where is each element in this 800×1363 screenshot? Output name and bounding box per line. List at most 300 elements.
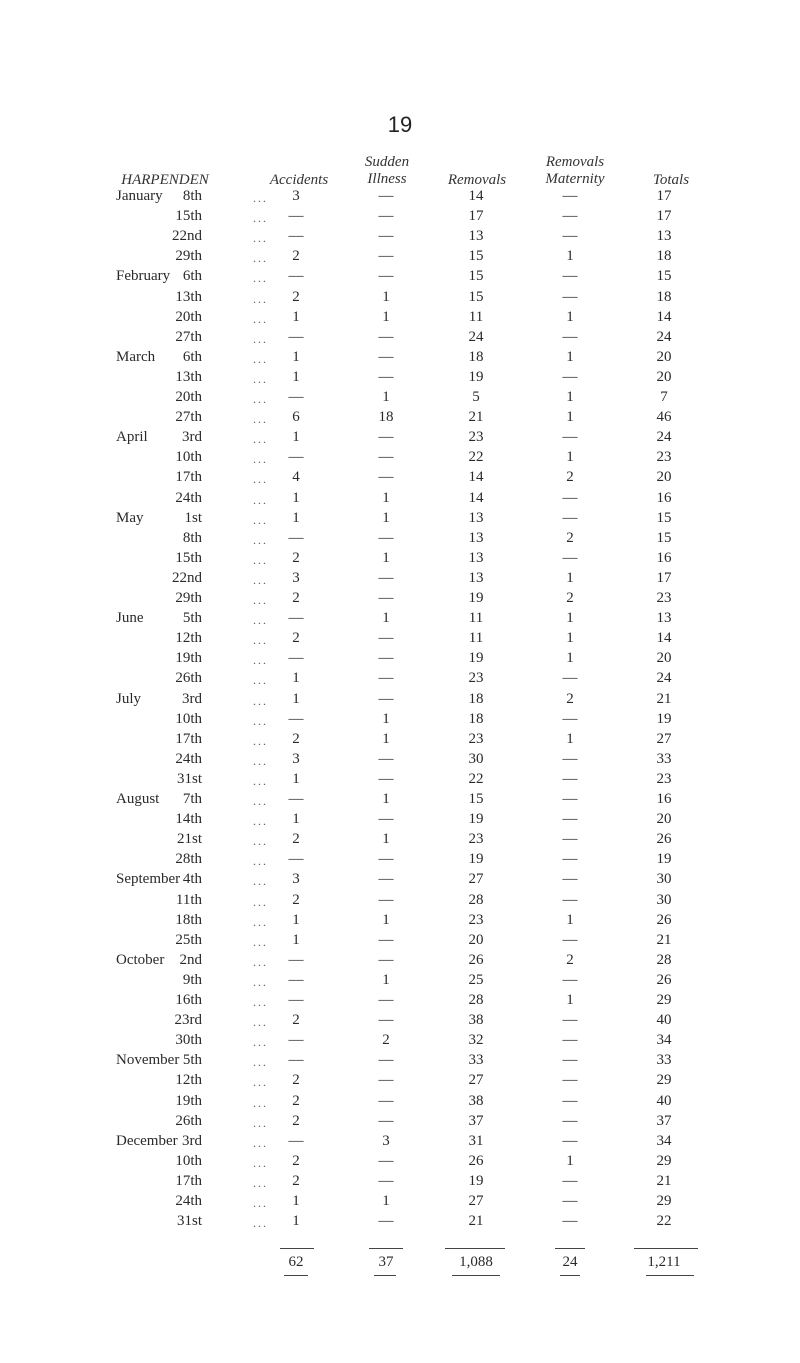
cell-totals: 17 [656,188,672,204]
cell-sudden-illness: — [378,892,394,908]
cell-maternity: — [562,1193,578,1209]
cell-sudden-illness: — [378,871,394,887]
row-leader-dots: ... [253,814,268,828]
cell-maternity: — [562,871,578,887]
row-leader-dots: ... [253,432,268,446]
cell-accidents: 2 [292,1093,300,1109]
cell-accidents: 4 [292,469,300,485]
cell-totals: 29 [656,1153,672,1169]
cell-removals: 22 [468,771,484,787]
cell-maternity: 2 [566,952,574,968]
cell-removals: 23 [468,831,484,847]
row-leader-dots: ... [253,231,268,245]
row-leader-dots: ... [253,714,268,728]
total-maternity: 24 [562,1254,578,1270]
cell-maternity: — [562,490,578,506]
cell-sudden-illness: 1 [382,289,390,305]
cell-maternity: — [562,791,578,807]
cell-sudden-illness: — [378,268,394,284]
cell-accidents: 1 [292,349,300,365]
row-leader-dots: ... [253,452,268,466]
cell-sudden-illness: — [378,771,394,787]
cell-removals: 37 [468,1113,484,1129]
cell-totals: 21 [656,932,672,948]
cell-maternity: 2 [566,691,574,707]
bottom-rule-removals [452,1275,500,1276]
cell-removals: 19 [468,590,484,606]
cell-removals: 23 [468,731,484,747]
cell-sudden-illness: — [378,630,394,646]
cell-maternity: — [562,329,578,345]
cell-sudden-illness: 1 [382,490,390,506]
cell-totals: 14 [656,630,672,646]
cell-totals: 20 [656,811,672,827]
bottom-rule-maternity [560,1275,580,1276]
cell-totals: 19 [656,851,672,867]
cell-accidents: 1 [292,510,300,526]
cell-removals: 13 [468,530,484,546]
row-leader-dots: ... [253,955,268,969]
cell-totals: 29 [656,1193,672,1209]
cell-totals: 14 [656,309,672,325]
cell-sudden-illness: — [378,570,394,586]
cell-totals: 18 [656,248,672,264]
row-day: 1st [184,510,202,526]
cell-maternity: 1 [566,449,574,465]
totals-rule-sudden [369,1248,403,1249]
cell-totals: 24 [656,329,672,345]
row-day: 17th [175,731,202,747]
cell-totals: 33 [656,1052,672,1068]
cell-sudden-illness: 1 [382,831,390,847]
cell-sudden-illness: — [378,851,394,867]
row-leader-dots: ... [253,1176,268,1190]
cell-totals: 23 [656,449,672,465]
cell-removals: 26 [468,1153,484,1169]
row-day: 20th [175,309,202,325]
cell-removals: 14 [468,469,484,485]
cell-maternity: — [562,1093,578,1109]
cell-maternity: — [562,1173,578,1189]
cell-accidents: — [288,711,304,727]
cell-accidents: — [288,992,304,1008]
row-leader-dots: ... [253,1096,268,1110]
cell-totals: 34 [656,1032,672,1048]
cell-totals: 30 [656,892,672,908]
cell-maternity: 1 [566,630,574,646]
cell-sudden-illness: 1 [382,550,390,566]
cell-totals: 26 [656,972,672,988]
row-day: 26th [175,670,202,686]
cell-accidents: 2 [292,1072,300,1088]
cell-maternity: 1 [566,731,574,747]
cell-totals: 29 [656,1072,672,1088]
row-day: 5th [182,1052,202,1068]
cell-totals: 21 [656,1173,672,1189]
row-leader-dots: ... [253,1075,268,1089]
cell-totals: 26 [656,831,672,847]
cell-totals: 15 [656,268,672,284]
row-day: 13th [175,289,202,305]
cell-accidents: — [288,952,304,968]
cell-totals: 23 [656,590,672,606]
total-removals: 1,088 [459,1254,493,1270]
row-month: December [116,1133,178,1149]
row-leader-dots: ... [253,995,268,1009]
cell-totals: 20 [656,349,672,365]
cell-maternity: — [562,510,578,526]
row-leader-dots: ... [253,412,268,426]
cell-sudden-illness: — [378,1052,394,1068]
cell-sudden-illness: 1 [382,972,390,988]
row-day: 30th [175,1032,202,1048]
cell-accidents: — [288,530,304,546]
cell-accidents: 1 [292,932,300,948]
cell-sudden-illness: 1 [382,912,390,928]
cell-maternity: 1 [566,570,574,586]
row-day: 24th [175,751,202,767]
row-leader-dots: ... [253,312,268,326]
cell-removals: 28 [468,892,484,908]
cell-removals: 13 [468,510,484,526]
row-leader-dots: ... [253,392,268,406]
row-leader-dots: ... [253,553,268,567]
cell-removals: 27 [468,871,484,887]
cell-accidents: — [288,1052,304,1068]
cell-removals: 17 [468,208,484,224]
cell-totals: 33 [656,751,672,767]
cell-maternity: — [562,892,578,908]
header-district: HARPENDEN [121,172,209,188]
row-day: 17th [175,1173,202,1189]
row-day: 14th [175,811,202,827]
cell-removals: 15 [468,289,484,305]
cell-removals: 23 [468,429,484,445]
cell-totals: 16 [656,490,672,506]
cell-removals: 19 [468,851,484,867]
cell-sudden-illness: — [378,349,394,365]
cell-sudden-illness: 18 [378,409,394,425]
row-day: 4th [182,871,202,887]
cell-maternity: — [562,771,578,787]
header-accidents: Accidents [269,172,329,188]
cell-accidents: 3 [292,751,300,767]
cell-accidents: — [288,449,304,465]
cell-totals: 30 [656,871,672,887]
page-number: 19 [387,112,413,137]
cell-removals: 27 [468,1193,484,1209]
cell-accidents: — [288,791,304,807]
cell-accidents: — [288,610,304,626]
cell-maternity: 1 [566,1153,574,1169]
row-day: 3rd [182,429,202,445]
cell-maternity: — [562,972,578,988]
row-leader-dots: ... [253,633,268,647]
row-day: 16th [175,992,202,1008]
row-leader-dots: ... [253,332,268,346]
totals-rule-accidents [280,1248,314,1249]
cell-maternity: — [562,751,578,767]
row-month: October [116,952,165,968]
cell-totals: 46 [656,409,672,425]
cell-sudden-illness: 1 [382,791,390,807]
row-leader-dots: ... [253,573,268,587]
cell-removals: 38 [468,1012,484,1028]
row-leader-dots: ... [253,915,268,929]
row-leader-dots: ... [253,754,268,768]
row-day: 12th [175,1072,202,1088]
cell-accidents: 1 [292,691,300,707]
row-day: 11th [175,892,202,908]
row-month: April [116,429,148,445]
row-leader-dots: ... [253,493,268,507]
cell-totals: 40 [656,1012,672,1028]
row-day: 19th [175,650,202,666]
row-day: 23rd [174,1012,202,1028]
row-leader-dots: ... [253,673,268,687]
cell-sudden-illness: — [378,670,394,686]
cell-removals: 15 [468,791,484,807]
row-day: 8th [182,188,202,204]
row-leader-dots: ... [253,191,268,205]
row-day: 24th [175,490,202,506]
cell-removals: 33 [468,1052,484,1068]
cell-sudden-illness: 1 [382,510,390,526]
cell-maternity: — [562,268,578,284]
cell-removals: 32 [468,1032,484,1048]
row-leader-dots: ... [253,513,268,527]
row-leader-dots: ... [253,593,268,607]
cell-removals: 14 [468,188,484,204]
cell-totals: 27 [656,731,672,747]
cell-maternity: — [562,208,578,224]
cell-sudden-illness: 1 [382,731,390,747]
cell-maternity: — [562,932,578,948]
cell-accidents: 2 [292,1113,300,1129]
cell-accidents: 2 [292,1012,300,1028]
row-leader-dots: ... [253,352,268,366]
cell-sudden-illness: — [378,1153,394,1169]
cell-removals: 14 [468,490,484,506]
row-leader-dots: ... [253,251,268,265]
cell-totals: 15 [656,530,672,546]
cell-totals: 24 [656,670,672,686]
cell-sudden-illness: — [378,208,394,224]
cell-sudden-illness: — [378,811,394,827]
cell-accidents: 3 [292,570,300,586]
row-leader-dots: ... [253,1136,268,1150]
row-leader-dots: ... [253,975,268,989]
row-day: 27th [175,329,202,345]
cell-totals: 37 [656,1113,672,1129]
row-day: 20th [175,389,202,405]
cell-accidents: 1 [292,309,300,325]
cell-totals: 13 [656,228,672,244]
cell-accidents: — [288,1032,304,1048]
row-day: 15th [175,550,202,566]
cell-accidents: — [288,329,304,345]
header-maternity-line1: Removals [545,154,605,170]
cell-maternity: — [562,670,578,686]
cell-removals: 11 [468,309,484,325]
row-day: 15th [175,208,202,224]
row-day: 22nd [172,228,202,244]
cell-removals: 20 [468,932,484,948]
cell-totals: 23 [656,771,672,787]
cell-accidents: 2 [292,590,300,606]
cell-maternity: — [562,550,578,566]
row-day: 26th [175,1113,202,1129]
row-leader-dots: ... [253,613,268,627]
cell-removals: 19 [468,369,484,385]
row-day: 12th [175,630,202,646]
header-maternity-line2: Maternity [545,171,605,187]
cell-sudden-illness: — [378,228,394,244]
row-month: August [116,791,160,807]
row-leader-dots: ... [253,895,268,909]
cell-accidents: 1 [292,1213,300,1229]
row-leader-dots: ... [253,292,268,306]
row-month: June [116,610,144,626]
cell-maternity: — [562,369,578,385]
cell-removals: 31 [468,1133,484,1149]
cell-removals: 19 [468,1173,484,1189]
row-day: 31st [176,1213,202,1229]
cell-accidents: 1 [292,1193,300,1209]
cell-sudden-illness: 1 [382,711,390,727]
cell-maternity: — [562,1032,578,1048]
cell-accidents: 3 [292,871,300,887]
cell-accidents: 1 [292,670,300,686]
cell-totals: 40 [656,1093,672,1109]
row-day: 6th [182,349,202,365]
row-day: 5th [182,610,202,626]
cell-accidents: 2 [292,731,300,747]
cell-totals: 13 [656,610,672,626]
row-day: 2nd [179,952,202,968]
cell-totals: 16 [656,791,672,807]
cell-maternity: — [562,1072,578,1088]
cell-totals: 20 [656,650,672,666]
cell-sudden-illness: — [378,1012,394,1028]
header-sudden-line2: Illness [367,171,407,187]
total-totals: 1,211 [647,1254,681,1270]
total-sudden-illness: 37 [378,1254,394,1270]
row-leader-dots: ... [253,472,268,486]
cell-accidents: 1 [292,912,300,928]
cell-sudden-illness: 1 [382,389,390,405]
totals-rule-totals [634,1248,698,1249]
cell-accidents: 2 [292,289,300,305]
cell-maternity: 1 [566,309,574,325]
row-leader-dots: ... [253,1035,268,1049]
totals-rule-maternity [555,1248,585,1249]
cell-maternity: 1 [566,912,574,928]
row-day: 3rd [182,691,202,707]
cell-removals: 23 [468,670,484,686]
cell-accidents: 1 [292,369,300,385]
total-accidents: 62 [288,1254,304,1270]
row-month: January [116,188,163,204]
row-leader-dots: ... [253,854,268,868]
cell-sudden-illness: — [378,469,394,485]
cell-removals: 18 [468,691,484,707]
cell-removals: 15 [468,248,484,264]
cell-maternity: 1 [566,992,574,1008]
row-day: 13th [175,369,202,385]
cell-totals: 20 [656,369,672,385]
cell-accidents: 1 [292,490,300,506]
cell-maternity: — [562,831,578,847]
cell-sudden-illness: 2 [382,1032,390,1048]
cell-sudden-illness: — [378,952,394,968]
cell-sudden-illness: — [378,751,394,767]
row-day: 29th [175,590,202,606]
cell-accidents: 2 [292,1173,300,1189]
cell-maternity: — [562,289,578,305]
cell-sudden-illness: — [378,530,394,546]
cell-totals: 21 [656,691,672,707]
row-day: 3rd [182,1133,202,1149]
row-month: May [116,510,144,526]
cell-sudden-illness: — [378,1173,394,1189]
row-day: 25th [175,932,202,948]
cell-sudden-illness: — [378,329,394,345]
row-leader-dots: ... [253,1196,268,1210]
cell-sudden-illness: — [378,932,394,948]
cell-removals: 13 [468,228,484,244]
cell-totals: 22 [656,1213,672,1229]
cell-removals: 13 [468,570,484,586]
cell-maternity: — [562,811,578,827]
totals-rule-removals [445,1248,505,1249]
cell-removals: 23 [468,912,484,928]
cell-maternity: — [562,1113,578,1129]
cell-accidents: 2 [292,1153,300,1169]
cell-maternity: 1 [566,389,574,405]
cell-sudden-illness: 1 [382,610,390,626]
cell-maternity: — [562,1052,578,1068]
row-day: 22nd [172,570,202,586]
row-month: November [116,1052,180,1068]
row-leader-dots: ... [253,653,268,667]
cell-maternity: — [562,1133,578,1149]
row-leader-dots: ... [253,774,268,788]
cell-removals: 18 [468,711,484,727]
cell-totals: 16 [656,550,672,566]
cell-accidents: — [288,389,304,405]
cell-accidents: — [288,208,304,224]
row-month: July [116,691,142,707]
row-day: 10th [175,711,202,727]
row-day: 27th [175,409,202,425]
cell-maternity: — [562,851,578,867]
cell-maternity: 2 [566,590,574,606]
row-day: 8th [182,530,202,546]
cell-sudden-illness: 1 [382,309,390,325]
row-leader-dots: ... [253,1216,268,1230]
cell-maternity: 1 [566,248,574,264]
cell-maternity: — [562,1012,578,1028]
row-day: 17th [175,469,202,485]
cell-removals: 13 [468,550,484,566]
row-month: September [116,871,181,887]
cell-removals: 22 [468,449,484,465]
cell-sudden-illness: 1 [382,1193,390,1209]
cell-maternity: 2 [566,530,574,546]
cell-accidents: — [288,972,304,988]
row-leader-dots: ... [253,1116,268,1130]
